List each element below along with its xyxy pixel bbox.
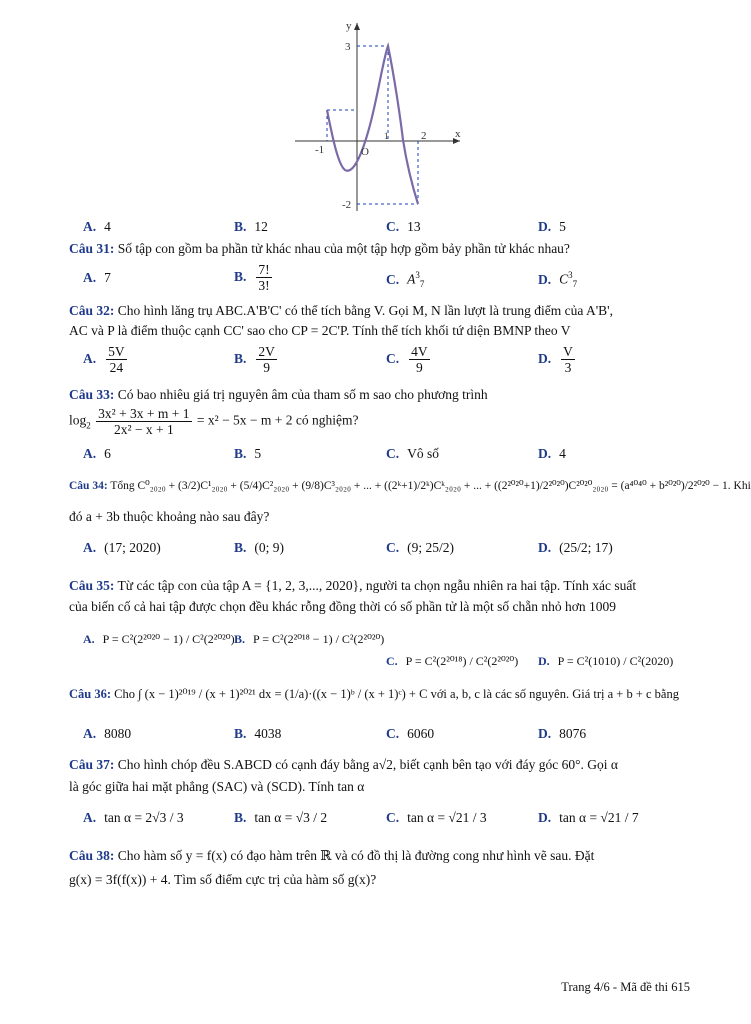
- q30-option-d[interactable]: D. 5: [538, 219, 566, 234]
- question-36: Câu 36: Cho ∫ (x − 1)²⁰¹⁹ / (x + 1)²⁰²¹ dx = (1/a)·((x − 1)ᵇ / (x + 1)ᶜ) + C với a, b, c là các số nguyên. Giá trị a + b + c bằng: [69, 687, 679, 701]
- question-38-line2: g(x) = 3f(f(x)) + 4. Tìm số điểm cực trị của hàm số g(x)?: [69, 872, 377, 887]
- page-footer: Trang 4/6 - Mã đề thi 615: [561, 980, 690, 994]
- q30-option-a[interactable]: A. 4: [83, 219, 111, 234]
- q33-option-b[interactable]: B. 5: [234, 446, 262, 461]
- axis-x-label: x: [455, 128, 461, 140]
- q36-option-b[interactable]: B. 4038: [234, 726, 282, 741]
- q31-option-c[interactable]: C. $A^3_7$: [386, 270, 425, 290]
- question-38: Câu 38: Cho hàm số y = f(x) có đạo hàm trên ℝ và có đồ thị là đường cong như hình vẽ sau. Đặt: [69, 848, 595, 863]
- q37-option-c[interactable]: C. tan α = √21 / 3: [386, 810, 487, 825]
- q36-option-a[interactable]: A. 8080: [83, 726, 132, 741]
- question-37-line2: là góc giữa hai mặt phẳng (SAC) và (SCD). Tính tan α: [69, 779, 365, 794]
- function-graph: [290, 15, 470, 215]
- q33-option-d[interactable]: D. 4: [538, 446, 566, 461]
- tick-x-left: -1: [315, 144, 325, 156]
- question-37: Câu 37: Cho hình chóp đều S.ABCD có cạnh đáy bằng a√2, biết cạnh bên tạo với đáy góc 60°. Gọi α: [69, 757, 618, 772]
- q30-option-c[interactable]: C. 13: [386, 219, 421, 234]
- q35-option-d[interactable]: D. P = C²(1010) / C²(2020): [538, 654, 674, 668]
- question-33: Câu 33: Có bao nhiêu giá trị nguyên âm của tham số m sao cho phương trình: [69, 387, 488, 402]
- q34-option-c[interactable]: C. (9; 25/2): [386, 540, 454, 555]
- question-34-line2: đó a + 3b thuộc khoảng nào sau đây?: [69, 509, 270, 524]
- q31-option-d[interactable]: D. $C^3_7$: [538, 270, 578, 290]
- q37-option-b[interactable]: B. tan α = √3 / 2: [234, 810, 328, 825]
- q36-option-c[interactable]: C. 6060: [386, 726, 435, 741]
- q30-option-b[interactable]: B. 12: [234, 219, 268, 234]
- question-32: Câu 32: Cho hình lăng trụ ABC.A'B'C' có thể tích bằng V. Gọi M, N lần lượt là trung điểm của A'B',: [69, 303, 613, 318]
- q32-option-d[interactable]: D. $\frac{V}{3}$: [538, 344, 573, 375]
- q32-option-a[interactable]: A. $\frac{5V}{24}$: [83, 344, 125, 375]
- question-34: Câu 34: Tổng C⁰₂₀₂₀ + (3/2)C¹₂₀₂₀ + (5/4)C²₂₀₂₀ + (9/8)C³₂₀₂₀ + ... + ((2ᵏ+1)/2ᵏ)Cᵏ₂₀₂₀ + ... + ((2²⁰²⁰+1)/2²⁰²⁰)C²⁰²⁰₂₀₂₀ = (a⁴⁰⁴⁰ + b²⁰²⁰)/2²⁰²⁰ − 1. Khi: [69, 480, 751, 492]
- tick-y-top: 3: [345, 41, 351, 53]
- q31-option-a[interactable]: A. 7: [83, 270, 111, 285]
- tick-x-right: 2: [421, 130, 427, 142]
- q31-option-b[interactable]: B. $\frac{7!}{3!}$: [234, 262, 270, 293]
- question-32-line2: AC và P là điểm thuộc cạnh CC' sao cho CP = 2C'P. Tính thể tích khối tứ diện BMNP theo V: [69, 323, 571, 338]
- q33-equation: $\log_2$ $\frac{\text{3x² + 3x + m + 1}}{\text{2x² − x + 1}}$ = x² − 5x − m + 2 có nghiệm?: [69, 406, 359, 437]
- q35-option-b[interactable]: B. P = C²(2²⁰¹⁸ − 1) / C²(2²⁰²⁰): [234, 632, 385, 646]
- q36-option-d[interactable]: D. 8076: [538, 726, 587, 741]
- question-31: Câu 31: Số tập con gồm ba phần tử khác nhau của một tập hợp gồm bảy phần tử khác nhau?: [69, 241, 570, 256]
- q33-option-a[interactable]: A. 6: [83, 446, 111, 461]
- tick-y-bottom: -2: [342, 199, 352, 211]
- q33-option-c[interactable]: C. Vô số: [386, 446, 440, 461]
- question-35: Câu 35: Từ các tập con của tập A = {1, 2, 3,..., 2020}, người ta chọn ngẫu nhiên ra hai tập. Tính xác suất: [69, 578, 637, 593]
- q34-option-b[interactable]: B. (0; 9): [234, 540, 285, 555]
- origin-label: O: [361, 146, 369, 158]
- question-35-line2: của biến cố cả hai tập được chọn đều khác rỗng đồng thời có số phần tử là một số chẵn nhỏ hơn 1009: [69, 599, 617, 614]
- q37-option-d[interactable]: D. tan α = √21 / 7: [538, 810, 639, 825]
- q32-option-c[interactable]: C. $\frac{4V}{9}$: [386, 344, 428, 375]
- q32-option-b[interactable]: B. $\frac{2V}{9}$: [234, 344, 275, 375]
- q37-option-a[interactable]: A. tan α = 2√3 / 3: [83, 810, 184, 825]
- q35-option-a[interactable]: A. P = C²(2²⁰²⁰ − 1) / C²(2²⁰²⁰): [83, 632, 235, 646]
- q35-option-c[interactable]: C. P = C²(2²⁰¹⁸) / C²(2²⁰²⁰): [386, 654, 519, 668]
- tick-x-one: 1: [384, 131, 389, 141]
- q34-option-d[interactable]: D. (25/2; 17): [538, 540, 613, 555]
- q34-option-a[interactable]: A. (17; 2020): [83, 540, 161, 555]
- axis-y-label: y: [346, 20, 352, 32]
